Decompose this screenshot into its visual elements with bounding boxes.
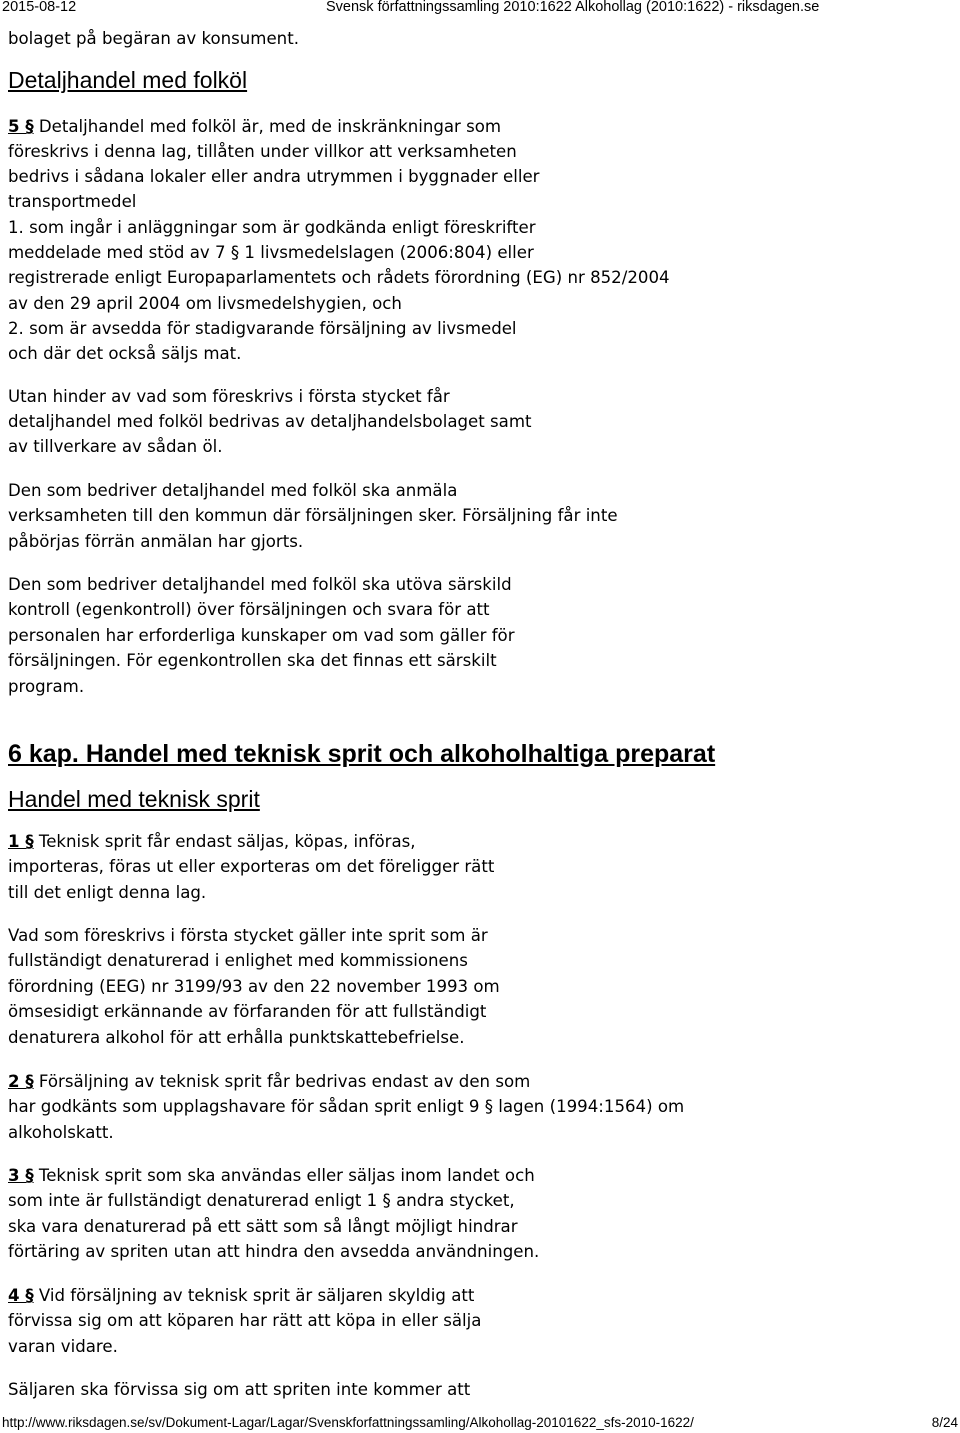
section-3-line: ska vara denaturerad på ett sätt som så långt möjligt hindrar	[8, 1217, 518, 1236]
paragraph-5c-line: verksamheten till den kommun där försäljningen sker. Försäljning får inte	[8, 506, 618, 525]
paragraph-5-line-1: 5 § Detaljhandel med folköl är, med de inskränkningar som	[8, 117, 502, 136]
page-footer	[0, 1413, 960, 1433]
section-1b-line: denaturera alkohol för att erhålla punktskattebefrielse.	[8, 1028, 465, 1047]
paragraph-5-line: och där det också säljs mat.	[8, 344, 242, 363]
subheading: Handel med teknisk sprit	[8, 786, 260, 812]
section-2-link[interactable]: 2 §	[8, 1072, 34, 1091]
section-1b-line: Vad som föreskrivs i första stycket gäller inte sprit som är	[8, 926, 488, 945]
intro-line: bolaget på begäran av konsument.	[8, 29, 299, 48]
section-4-line-1: 4 § Vid försäljning av teknisk sprit är säljaren skyldig att	[8, 1286, 475, 1305]
paragraph-5d-line: försäljningen. För egenkontrollen ska det finnas ett särskilt	[8, 651, 497, 670]
paragraph-5c-line: påbörjas förrän anmälan har gjorts.	[8, 532, 304, 551]
section-2-line: alkoholskatt.	[8, 1123, 114, 1142]
page-number: 8/24	[931, 1415, 958, 1430]
section-4-link[interactable]: 4 §	[8, 1286, 34, 1305]
section-3-line: som inte är fullständigt denaturerad enligt 1 § andra stycket,	[8, 1191, 515, 1210]
section-1b-line: fullständigt denaturerad i enlighet med kommissionens	[8, 951, 468, 970]
paragraph-5-line: bedrivs i sådana lokaler eller andra utrymmen i byggnader eller	[8, 167, 540, 186]
source-url: http://www.riksdagen.se/sv/Dokument-Lagar/Lagar/Svenskforfattningssamling/Alkohollag-20101622_sfs-2010-1622/	[2, 1415, 694, 1430]
paragraph-5b-line: Utan hinder av vad som föreskrivs i första stycket får	[8, 387, 450, 406]
paragraph-5-line: transportmedel	[8, 192, 137, 211]
section-4-line: varan vidare.	[8, 1337, 118, 1356]
section-1-line: importeras, föras ut eller exporteras om det föreligger rätt	[8, 857, 495, 876]
section-4b-line: Säljaren ska förvissa sig om att spriten inte kommer att	[8, 1380, 471, 1399]
section-1-line-1: 1 § Teknisk sprit får endast säljas, köpas, införas,	[8, 832, 416, 851]
section-1b-line: ömsesidigt erkännande av förfaranden för att fullständigt	[8, 1002, 487, 1021]
paragraph-5b-line: av tillverkare av sådan öl.	[8, 437, 223, 456]
paragraph-5d-line: program.	[8, 677, 85, 696]
paragraph-5-line: av den 29 april 2004 om livsmedelshygien, och	[8, 294, 402, 313]
section-heading: Detaljhandel med folköl	[8, 67, 248, 93]
paragraph-5-line: meddelade med stöd av 7 § 1 livsmedelslagen (2006:804) eller	[8, 243, 534, 262]
paragraph-5-line: 2. som är avsedda för stadigvarande försäljning av livsmedel	[8, 319, 517, 338]
section-1-line: till det enligt denna lag.	[8, 883, 207, 902]
paragraph-5d-line: Den som bedriver detaljhandel med folköl ska utöva särskild	[8, 575, 512, 594]
paragraph-5d-line: personalen har erforderliga kunskaper om vad som gäller för	[8, 626, 515, 645]
section-2-line-1: 2 § Försäljning av teknisk sprit får bedrivas endast av den som	[8, 1072, 531, 1091]
section-2-line: har godkänts som upplagshavare för sådan sprit enligt 9 § lagen (1994:1564) om	[8, 1097, 685, 1116]
page-header	[0, 0, 960, 20]
section-4-line: förvissa sig om att köparen har rätt att köpa in eller sälja	[8, 1311, 482, 1330]
print-date: 2015-08-12	[2, 0, 77, 15]
paragraph-5-link[interactable]: 5 §	[8, 117, 34, 136]
section-3-line-1: 3 § Teknisk sprit som ska användas eller säljas inom landet och	[8, 1166, 535, 1185]
section-1b-line: förordning (EEG) nr 3199/93 av den 22 november 1993 om	[8, 977, 500, 996]
paragraph-5-line: registrerade enligt Europaparlamentets och rådets förordning (EG) nr 852/2004	[8, 268, 670, 287]
page-title: Svensk författningssamling 2010:1622 Alkohollag (2010:1622) - riksdagen.se	[326, 0, 820, 15]
paragraph-5-line: 1. som ingår i anläggningar som är godkända enligt föreskrifter	[8, 218, 536, 237]
section-3-line: förtäring av spriten utan att hindra den avsedda användningen.	[8, 1242, 540, 1261]
paragraph-5b-line: detaljhandel med folköl bedrivas av detaljhandelsbolaget samt	[8, 412, 532, 431]
section-1-link[interactable]: 1 §	[8, 832, 34, 851]
paragraph-5-line: föreskrivs i denna lag, tillåten under villkor att verksamheten	[8, 142, 517, 161]
paragraph-5c-line: Den som bedriver detaljhandel med folköl ska anmäla	[8, 481, 458, 500]
section-3-link[interactable]: 3 §	[8, 1166, 34, 1185]
paragraph-5d-line: kontroll (egenkontroll) över försäljningen och svara för att	[8, 600, 490, 619]
chapter-heading: 6 kap. Handel med teknisk sprit och alkoholhaltiga preparat	[8, 740, 716, 768]
